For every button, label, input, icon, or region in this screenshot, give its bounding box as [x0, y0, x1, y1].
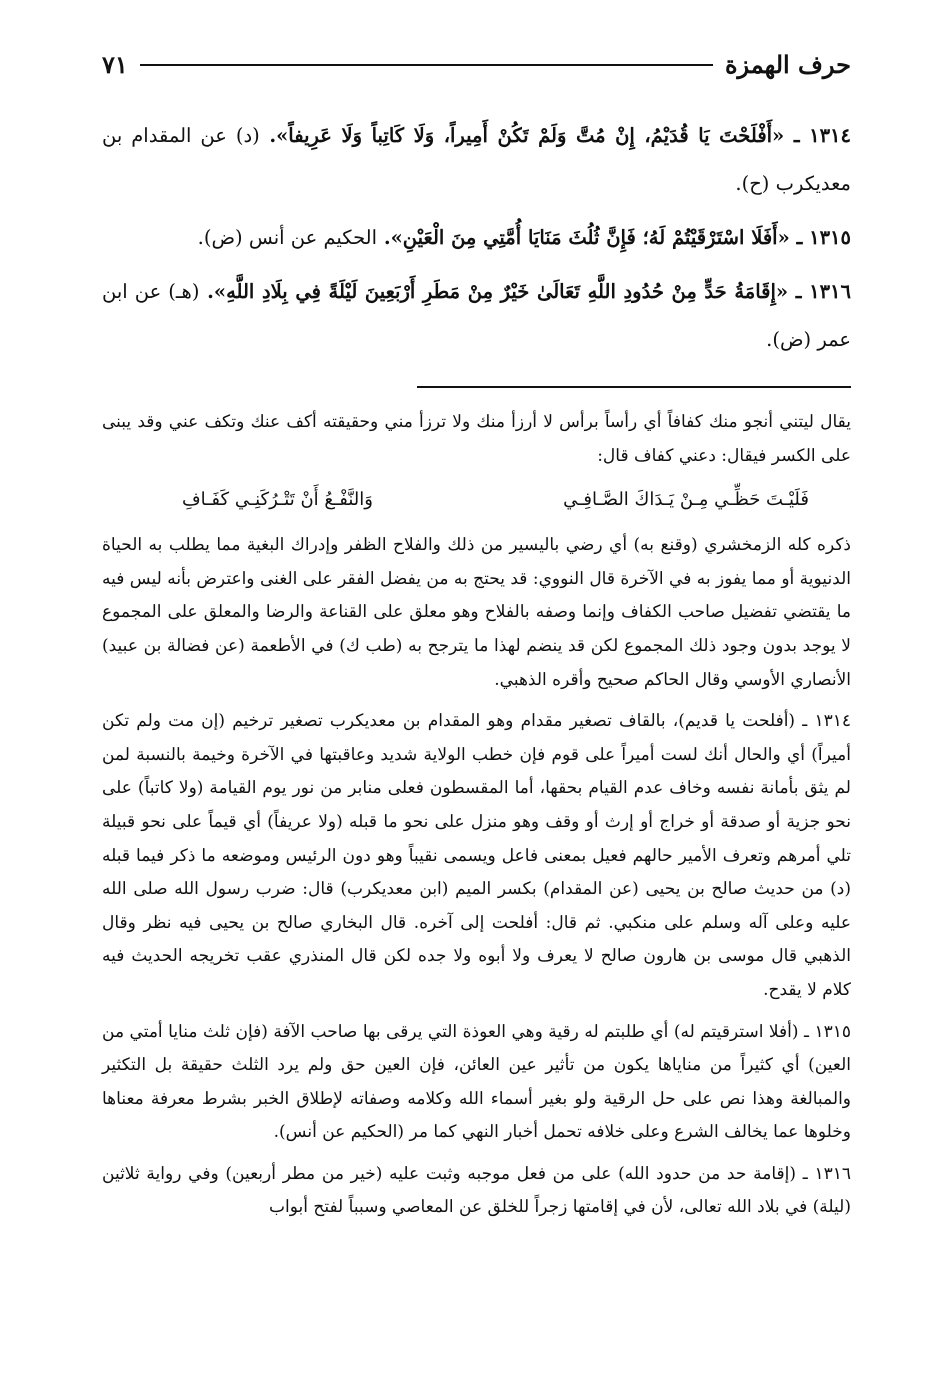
- hadith-source: الحكيم عن أنس (ض).: [197, 226, 378, 249]
- header-rule: [140, 64, 713, 66]
- footnote-divider: [417, 386, 851, 388]
- commentary-intro: يقال ليتني أنجو منك كفافاً أي رأساً برأس لا أرزأ منك ولا ترزأ مني وحقيقته أكف عنك وتكف عني وقد يبنى على الكسر فيقال: دعني كفاف قال:: [102, 412, 851, 466]
- hadith-1314: [102, 112, 851, 208]
- commentary-1315: ١٣١٥ ـ (أفلا استرقيتم له) أي طلبتم له رقية وهي العوذة التي يرقى بها صاحب الآفة (فإن ثلث منايا أمتي من العين) أي كثيراً من مناياها يكون من تأثير عين العائن، فإن العين حق ولم يرد الثلث حقيقة بل التكثير والمبالغة وهذا نص على حل الرقية ولو بغير أسماء الله وكلامه وصفاته لإطلاق الخبر بشرط معرفة معناها وخلوها عما يخالف الشرع وعلى خلافه تحمل أخبار النهي كما مر (الحكيم عن أنس).: [102, 1021, 851, 1143]
- commentary-1316: ١٣١٦ ـ (إقامة حد من حدود الله) على من فعل موجبه وثبت عليه (خير من مطر أربعين) وفي رواية ثلاثين (ليلة) في بلاد الله تعالى، لأن في إقامتها زجراً للخلق عن المعاصي وسبباً لفتح أبواب: [102, 1163, 851, 1218]
- chapter-title: حرف الهمزة: [724, 50, 851, 79]
- poetry-verse: [102, 481, 851, 519]
- hadith-text: «أَفْلَحْتَ يَا قُدَيْمُ، إِنْ مُتَّ وَلَمْ تَكُنْ أَمِيراً، وَلَا كَاتِباً وَلَا عَرِيفاً».: [269, 124, 785, 147]
- verse-second-hemistich: وَالنَّفْـعُ أَنْ تَتْـرُكَنِـي كَفَـافِ: [182, 489, 373, 511]
- hadith-1316: [102, 268, 851, 364]
- hadith-1315: [102, 214, 851, 262]
- hadith-source: (د) عن المقدام بن معديكرب (ح).: [102, 124, 851, 195]
- hadith-number: ١٣١٥ ـ: [796, 226, 851, 249]
- hadith-source: (هـ) عن ابن عمر (ض).: [102, 280, 851, 351]
- hadith-text: «إِقَامَةُ حَدٍّ مِنْ حُدُودِ اللَّهِ تَعَالَىٰ خَيْرٌ مِنْ مَطَرِ أَرْبَعِينَ لَيْلَةً فِي بِلَادِ اللَّهِ».: [207, 280, 789, 303]
- hadith-text: «أَفَلَا اسْتَرْقَيْتُمْ لَهُ؛ فَإِنَّ ثُلُثَ مَنَايَا أُمَّتِي مِنَ الْعَيْنِ».: [383, 226, 790, 249]
- hadith-texts: [102, 112, 851, 364]
- running-head: [102, 50, 851, 90]
- commentary: [102, 406, 851, 1225]
- commentary-paragraph: ذكره كله الزمخشري (وقنع به) أي رضي باليسير من ذلك والفلاح الظفر وإدراك البغية مما يطلب به الحياة الدنيوية أو مما يفوز به في الآخرة قال النووي: قد يحتج به من يفضل الفقر على الغنى واعترض بأنه ليس فيه ما يقتضي تفضيل صاحب الكفاف وإنما وصفه بالفلاح وهو معلق على القناعة والرضا والمعلق على المجموع لا يوجد بدون وجود ذلك المجموع لكن قد ينضم لهذا ما يترجح به (طب ك) في الأطعمة (عن فضالة بن عبيد) الأنصاري الأوسي وقال الحاكم صحيح وأقره الذهبي.: [102, 535, 851, 690]
- verse-first-hemistich: فَلَيْـتَ حَظِّـي مِـنْ يَـدَاكَ الصَّـافِـي: [563, 489, 809, 511]
- page-number: ٧١: [102, 50, 128, 79]
- hadith-number: ١٣١٦ ـ: [795, 280, 851, 303]
- commentary-1314: ١٣١٤ ـ (أفلحت يا قديم)، بالقاف تصغير مقدام وهو المقدام بن معديكرب تصغير ترخيم (إن مت ولم تكن أميراً) أي والحال أنك لست أميراً على قوم فإن خطب الولاية شديد وعاقبتها في الآخرة وخيمة بالنسبة لمن لم يثق بأمانة نفسه وخاف عدم القيام بحقها، أما المقسطون فعلى منابر من نور يوم القيامة (ولا كاتباً) على نحو جزية أو صدقة أو خراج أو إرث أو وقف وهو منزل على نحو ما قبله (ولا عريفاً) أي قيماً على نحو قبيلة تلي أمرهم وتعرف الأمير حالهم فعيل بمعنى فاعل ويسمى نقيباً وهو دون الرئيس وموضعه ما ذكر فيما قبله (د) من حديث صالح بن يحيى (عن المقدام) بكسر الميم (ابن معديكرب) قال: ضرب رسول الله صلى الله عليه وعلى آله وسلم على منكبي. ثم قال: أفلحت إلى آخره. قال البخاري صالح بن يحيى فيه نظر وقال الذهبي قال موسى بن هارون صالح لا يعرف ولا أبوه ولا جده لكن قال المنذري عقب تخريجه الحديث فيه كلام لا يقدح.: [102, 711, 851, 1000]
- hadith-number: ١٣١٤ ـ: [793, 124, 851, 147]
